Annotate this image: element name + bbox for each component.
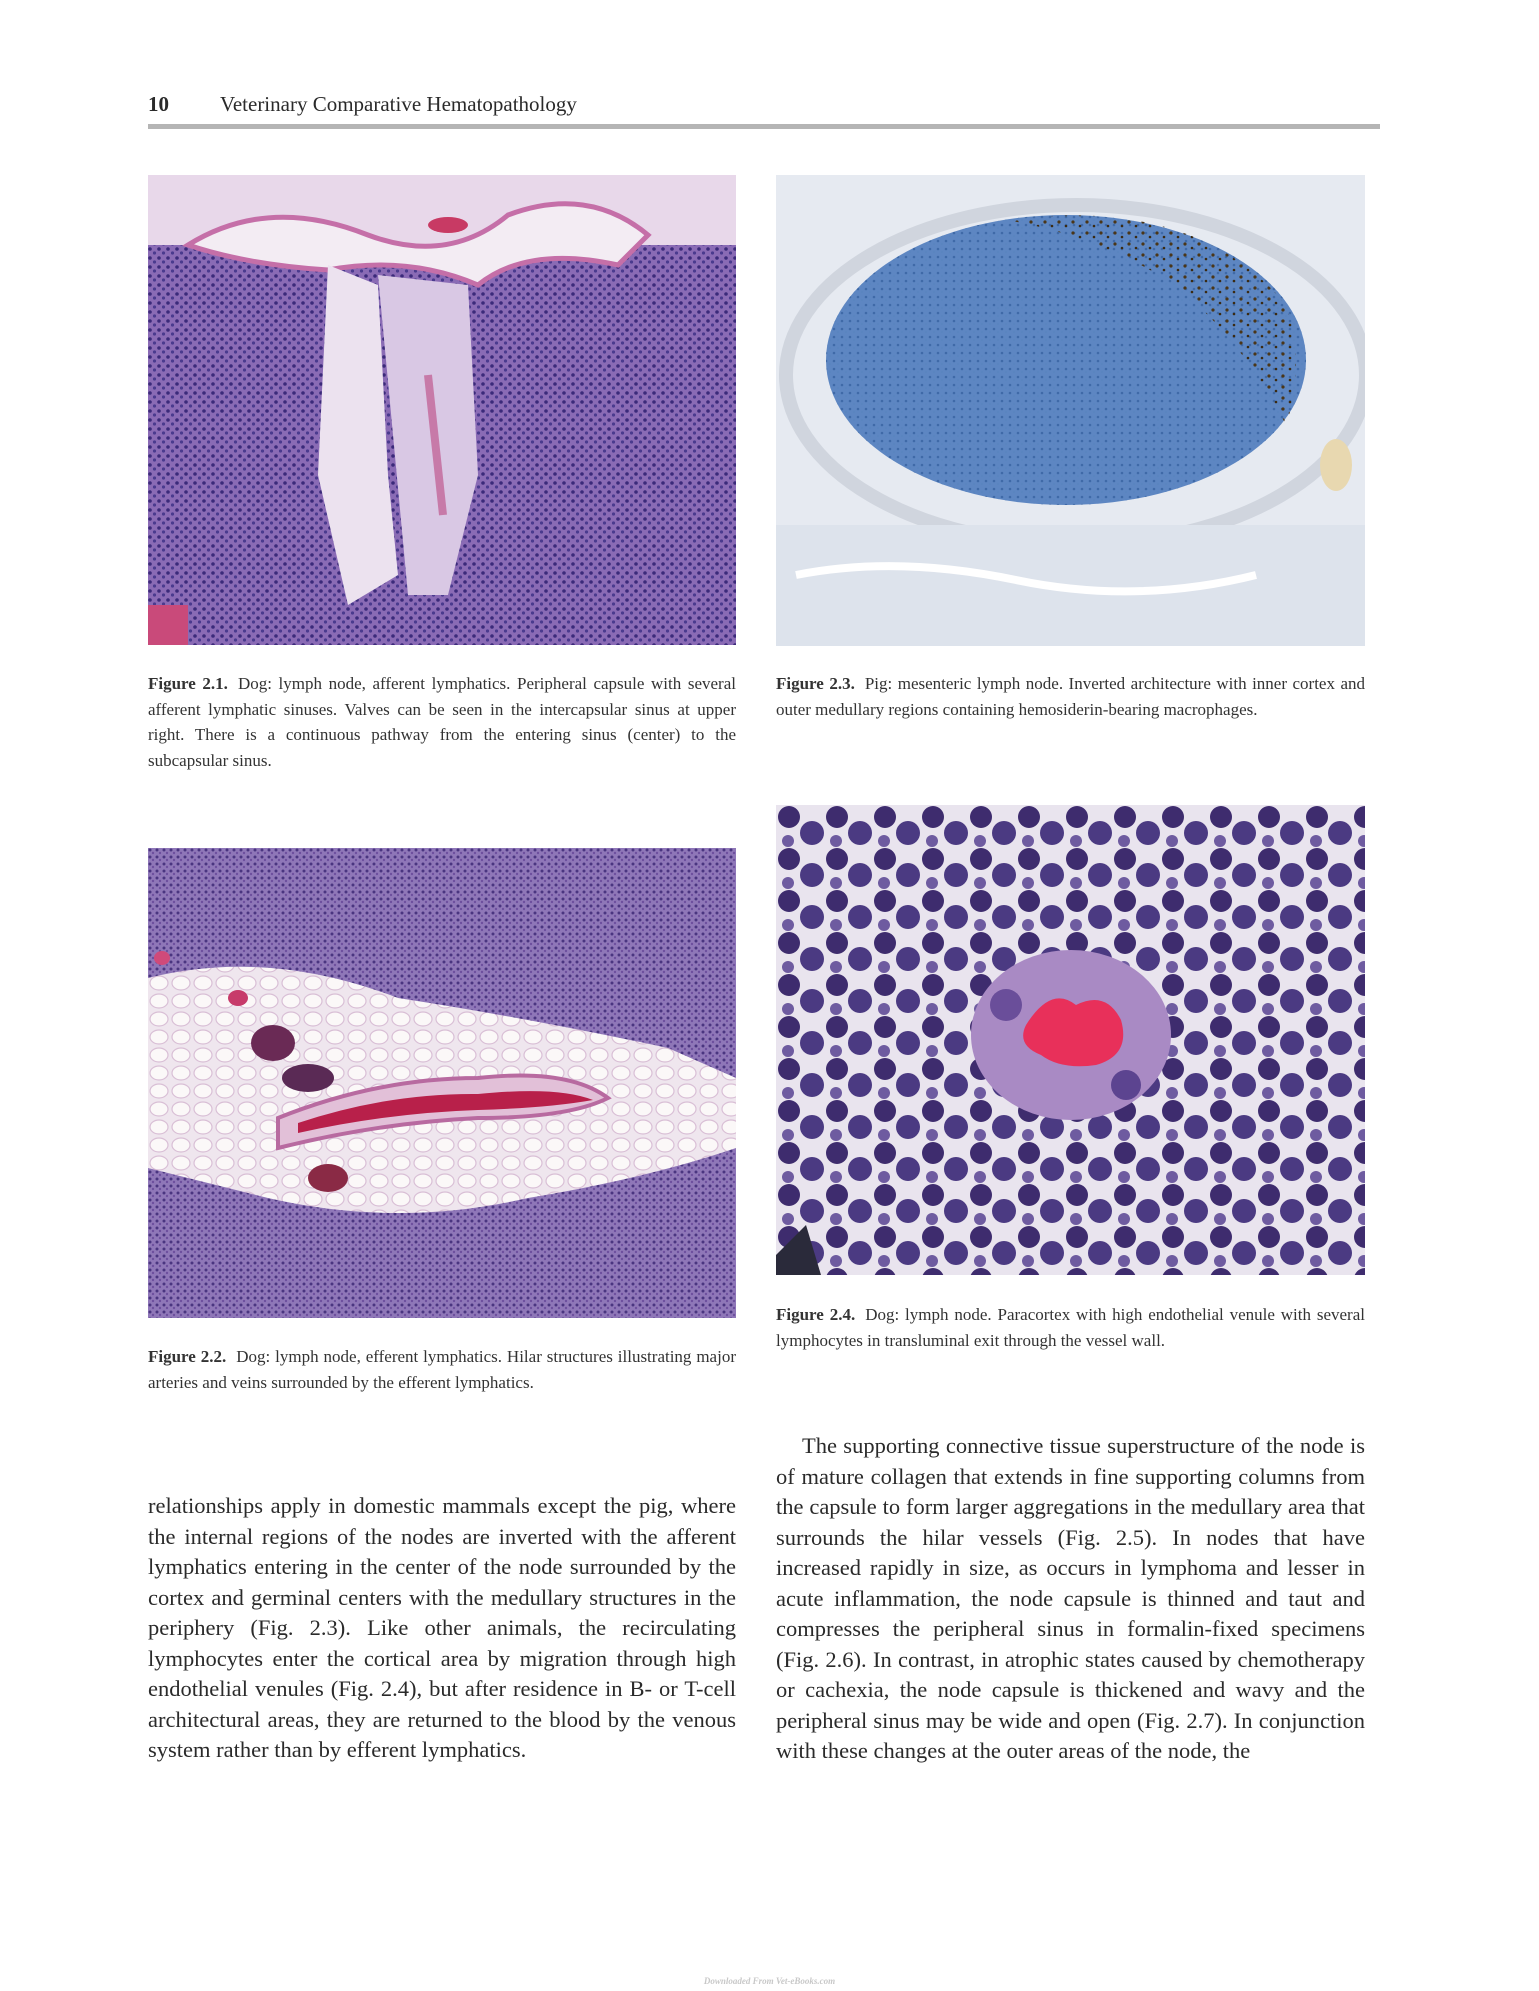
figure-2-3-caption-text: Pig: mesenteric lymph node. Inverted architecture with inner cortex and outer medullary regions containing hemosiderin-bearing macrophages.: [776, 674, 1365, 719]
figure-2-1-caption-text: Dog: lymph node, afferent lymphatics. Peripheral capsule with several afferent lymphatic sinuses. Valves can be seen in the intercapsular sinus at upper right. There is a continuous pathway from the entering sinus (center) to the subcapsular sinus.: [148, 674, 736, 770]
figure-2-2-caption-text: Dog: lymph node, efferent lymphatics. Hilar structures illustrating major arteries and veins surrounded by the efferent lymphatics.: [148, 1347, 736, 1392]
figure-2-4-label: Figure 2.4.: [776, 1305, 856, 1324]
body-paragraph-left: relationships apply in domestic mammals except the pig, where the internal regions of the nodes are inverted with the afferent lymphatics entering in the center of the node surrounded by the cortex and germinal centers with the medullary structures in the periphery (Fig. 2.3). Like other animals, the recirculating lymphocytes enter the cortical area by migration through high endothelial venules (Fig. 2.4), but after residence in B- or T-cell architectural areas, they are returned to the blood by the venous system rather than by efferent lymphatics.: [148, 1493, 736, 1762]
figure-2-2-label: Figure 2.2.: [148, 1347, 227, 1366]
figure-2-1-label: Figure 2.1.: [148, 674, 228, 693]
body-left-column: [148, 1491, 736, 1766]
figure-2-2-caption: [148, 1344, 736, 1395]
figure-2-1-caption: [148, 671, 736, 773]
figure-2-4-caption: [776, 1302, 1365, 1353]
figure-2-3-caption: [776, 671, 1365, 722]
figure-2-3-image: [776, 175, 1365, 646]
body-paragraph-right: The supporting connective tissue superstructure of the node is of mature collagen that extends in fine supporting columns from the capsule to form larger aggregations in the medullary area that surrounds the hilar vessels (Fig. 2.5). In nodes that have increased rapidly in size, as occurs in lymphoma and lesser in acute inflammation, the node capsule is thinned and taut and compresses the peripheral sinus in formalin-fixed specimens (Fig. 2.6). In contrast, in atrophic states caused by chemotherapy or cachexia, the node capsule is thickened and wavy and the peripheral sinus may be wide and open (Fig. 2.7). In conjunction with these changes at the outer areas of the node, the: [776, 1433, 1365, 1763]
figure-2-4-image: [776, 805, 1365, 1275]
running-title: Veterinary Comparative Hematopathology: [220, 92, 577, 116]
figure-2-4-caption-text: Dog: lymph node. Paracortex with high endothelial venule with several lymphocytes in transluminal exit through the vessel wall.: [776, 1305, 1365, 1350]
download-watermark: Downloaded From Vet-eBooks.com: [703, 1976, 836, 1986]
page-number: 10: [148, 92, 169, 116]
body-right-column: [776, 1431, 1365, 1767]
figure-2-2-image: [148, 848, 736, 1318]
figure-2-3-label: Figure 2.3.: [776, 674, 855, 693]
figure-2-1-image: [148, 175, 736, 645]
header-rule: [148, 124, 1380, 129]
